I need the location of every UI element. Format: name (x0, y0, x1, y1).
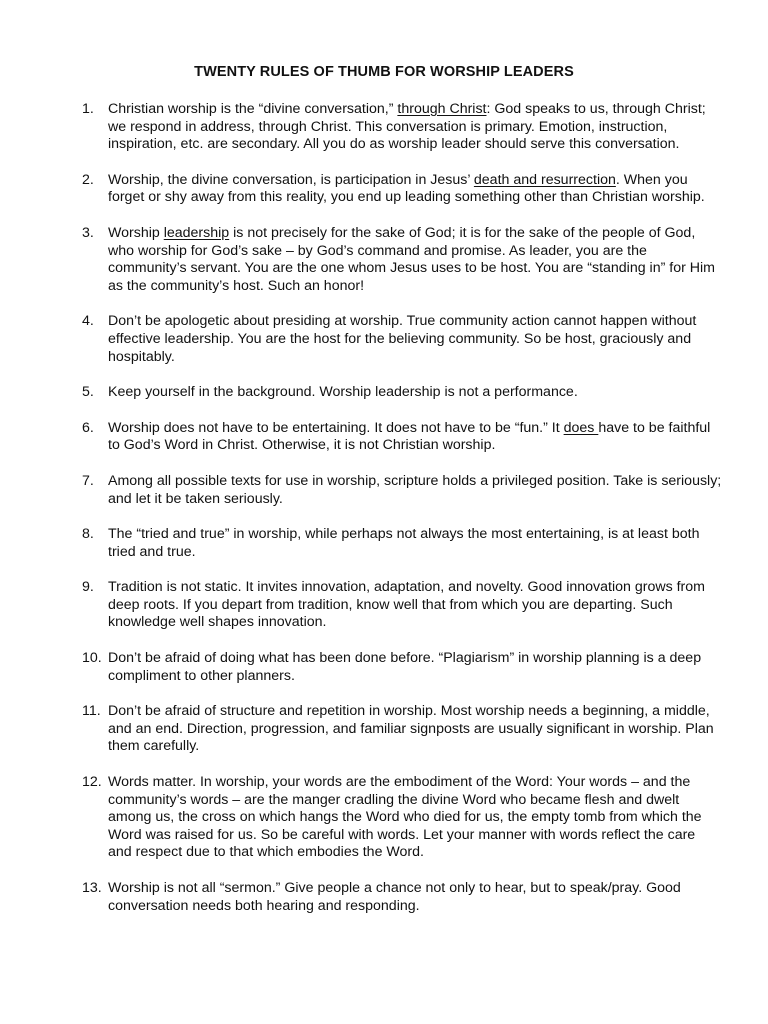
rule-segment: Worship does not have to be entertaining. It does not have to be “fun.” It (108, 419, 564, 436)
rule-segment: Worship, the divine conversation, is participation in Jesus’ (108, 171, 474, 188)
rule-segment: Don’t be afraid of doing what has been done before. “Plagiarism” in worship planning is a deep compliment to other planners. (108, 650, 702, 684)
rule-number: 5. (82, 384, 94, 401)
rule-text (108, 225, 715, 294)
rule-text (108, 172, 705, 206)
rule-number: 13. (82, 880, 102, 896)
rule-item (82, 101, 722, 154)
rule-number: 11. (82, 703, 101, 720)
rule-text (108, 473, 721, 507)
rule-segment: Tradition is not static. It invites innovation, adaptation, and novelty. Good innovation grows from deep roots. If you depart from tradition, know well that from which you are departing. Such knowledge well shapes innovation. (108, 579, 705, 631)
document-title: TWENTY RULES OF THUMB FOR WORSHIP LEADERS (194, 64, 574, 80)
rule-item (82, 384, 722, 402)
rule-segment: Keep yourself in the background. Worship leadership is not a performance. (108, 384, 578, 401)
rule-number: 9. (82, 579, 94, 596)
rule-text (108, 579, 705, 630)
rule-item (82, 579, 722, 632)
rule-item (82, 225, 722, 295)
rule-segment: Christian worship is the “divine conversation,” (108, 101, 398, 117)
rule-text (108, 526, 699, 560)
rule-segment: Worship (108, 224, 164, 241)
rule-text (108, 101, 706, 152)
rules-list (82, 101, 722, 915)
rule-number: 4. (82, 313, 94, 330)
rule-emphasis: death and resurrection (473, 171, 616, 188)
rule-item (82, 774, 722, 862)
rule-item (82, 420, 722, 455)
rule-segment: Among all possible texts for use in worship, scripture holds a privileged position. Take is seriously; and let it be taken seriously. (108, 472, 722, 507)
rule-text (108, 650, 701, 684)
rule-segment: Words matter. In worship, your words are the embodiment of the Word: Your words – and the community’s words – are the manger cradling the divine Word who became flesh and dwelt among us, the cross on which hangs the Word who died for us, the empty tomb from which the Word was raised for us. So be careful with words. Let your manner with words reflect the care and respect due to that which embodies the Word. (108, 774, 702, 861)
rule-item (82, 526, 722, 561)
rule-text (108, 703, 714, 754)
rule-segment: : God speaks to us, through Christ; we respond in address, through Christ. This conversation is primary. Emotion, instruction, inspiration, etc. are secondary. All you do as worship leader should serve this conversation. (108, 101, 706, 153)
rule-emphasis: leadership (163, 224, 230, 241)
rule-segment: have to be faithful to God’s Word in Christ. Otherwise, it is not Christian worship. (108, 419, 711, 454)
rule-number: 6. (82, 419, 94, 436)
rule-text (108, 774, 702, 860)
rule-text (108, 313, 696, 364)
rule-number: 2. (82, 171, 94, 188)
rule-segment: Don’t be apologetic about presiding at worship. True community action cannot happen without effective leadership. You are the host for the believing community. So be host, graciously and hospitably. (108, 313, 697, 365)
rule-item (82, 313, 722, 366)
rule-segment: Worship is not all “sermon.” Give people a chance not only to hear, but to speak/pray. Good conversation needs both hearing and responding. (108, 880, 681, 914)
rule-text (108, 420, 710, 454)
rule-item (82, 172, 722, 207)
rule-item (82, 880, 722, 915)
rule-emphasis: through Christ (397, 101, 487, 117)
rule-segment: . When you forget or shy away from this reality, you end up leading something other than Christian worship. (108, 171, 705, 206)
rule-segment: is not precisely for the sake of God; it is for the sake of the people of God, who worship for God’s sake – by God’s command and promise. As leader, you are the community’s servant. You are the one whom Jesus uses to be host. You are “standing in” for Him as the community’s host. Such an honor! (108, 224, 715, 294)
rule-segment: Don’t be afraid of structure and repetition in worship. Most worship needs a beginning, a middle, and an end. Direction, progression, and familiar signposts are usually significant in worship. Plan them carefully. (108, 703, 714, 755)
rule-item (82, 703, 722, 756)
rule-emphasis: does (563, 419, 599, 436)
rule-number: 8. (82, 526, 94, 543)
rule-number: 3. (82, 224, 94, 241)
rule-number: 10. (82, 650, 102, 667)
rule-text (108, 384, 578, 400)
rule-number: 12. (82, 774, 102, 791)
rule-item (82, 473, 722, 508)
rule-segment: The “tried and true” in worship, while perhaps not always the most entertaining, is at least both tried and true. (108, 526, 700, 560)
rule-number: 7. (82, 472, 94, 489)
rule-text (108, 880, 681, 914)
rule-item (82, 650, 722, 685)
rule-number: 1. (82, 101, 94, 117)
